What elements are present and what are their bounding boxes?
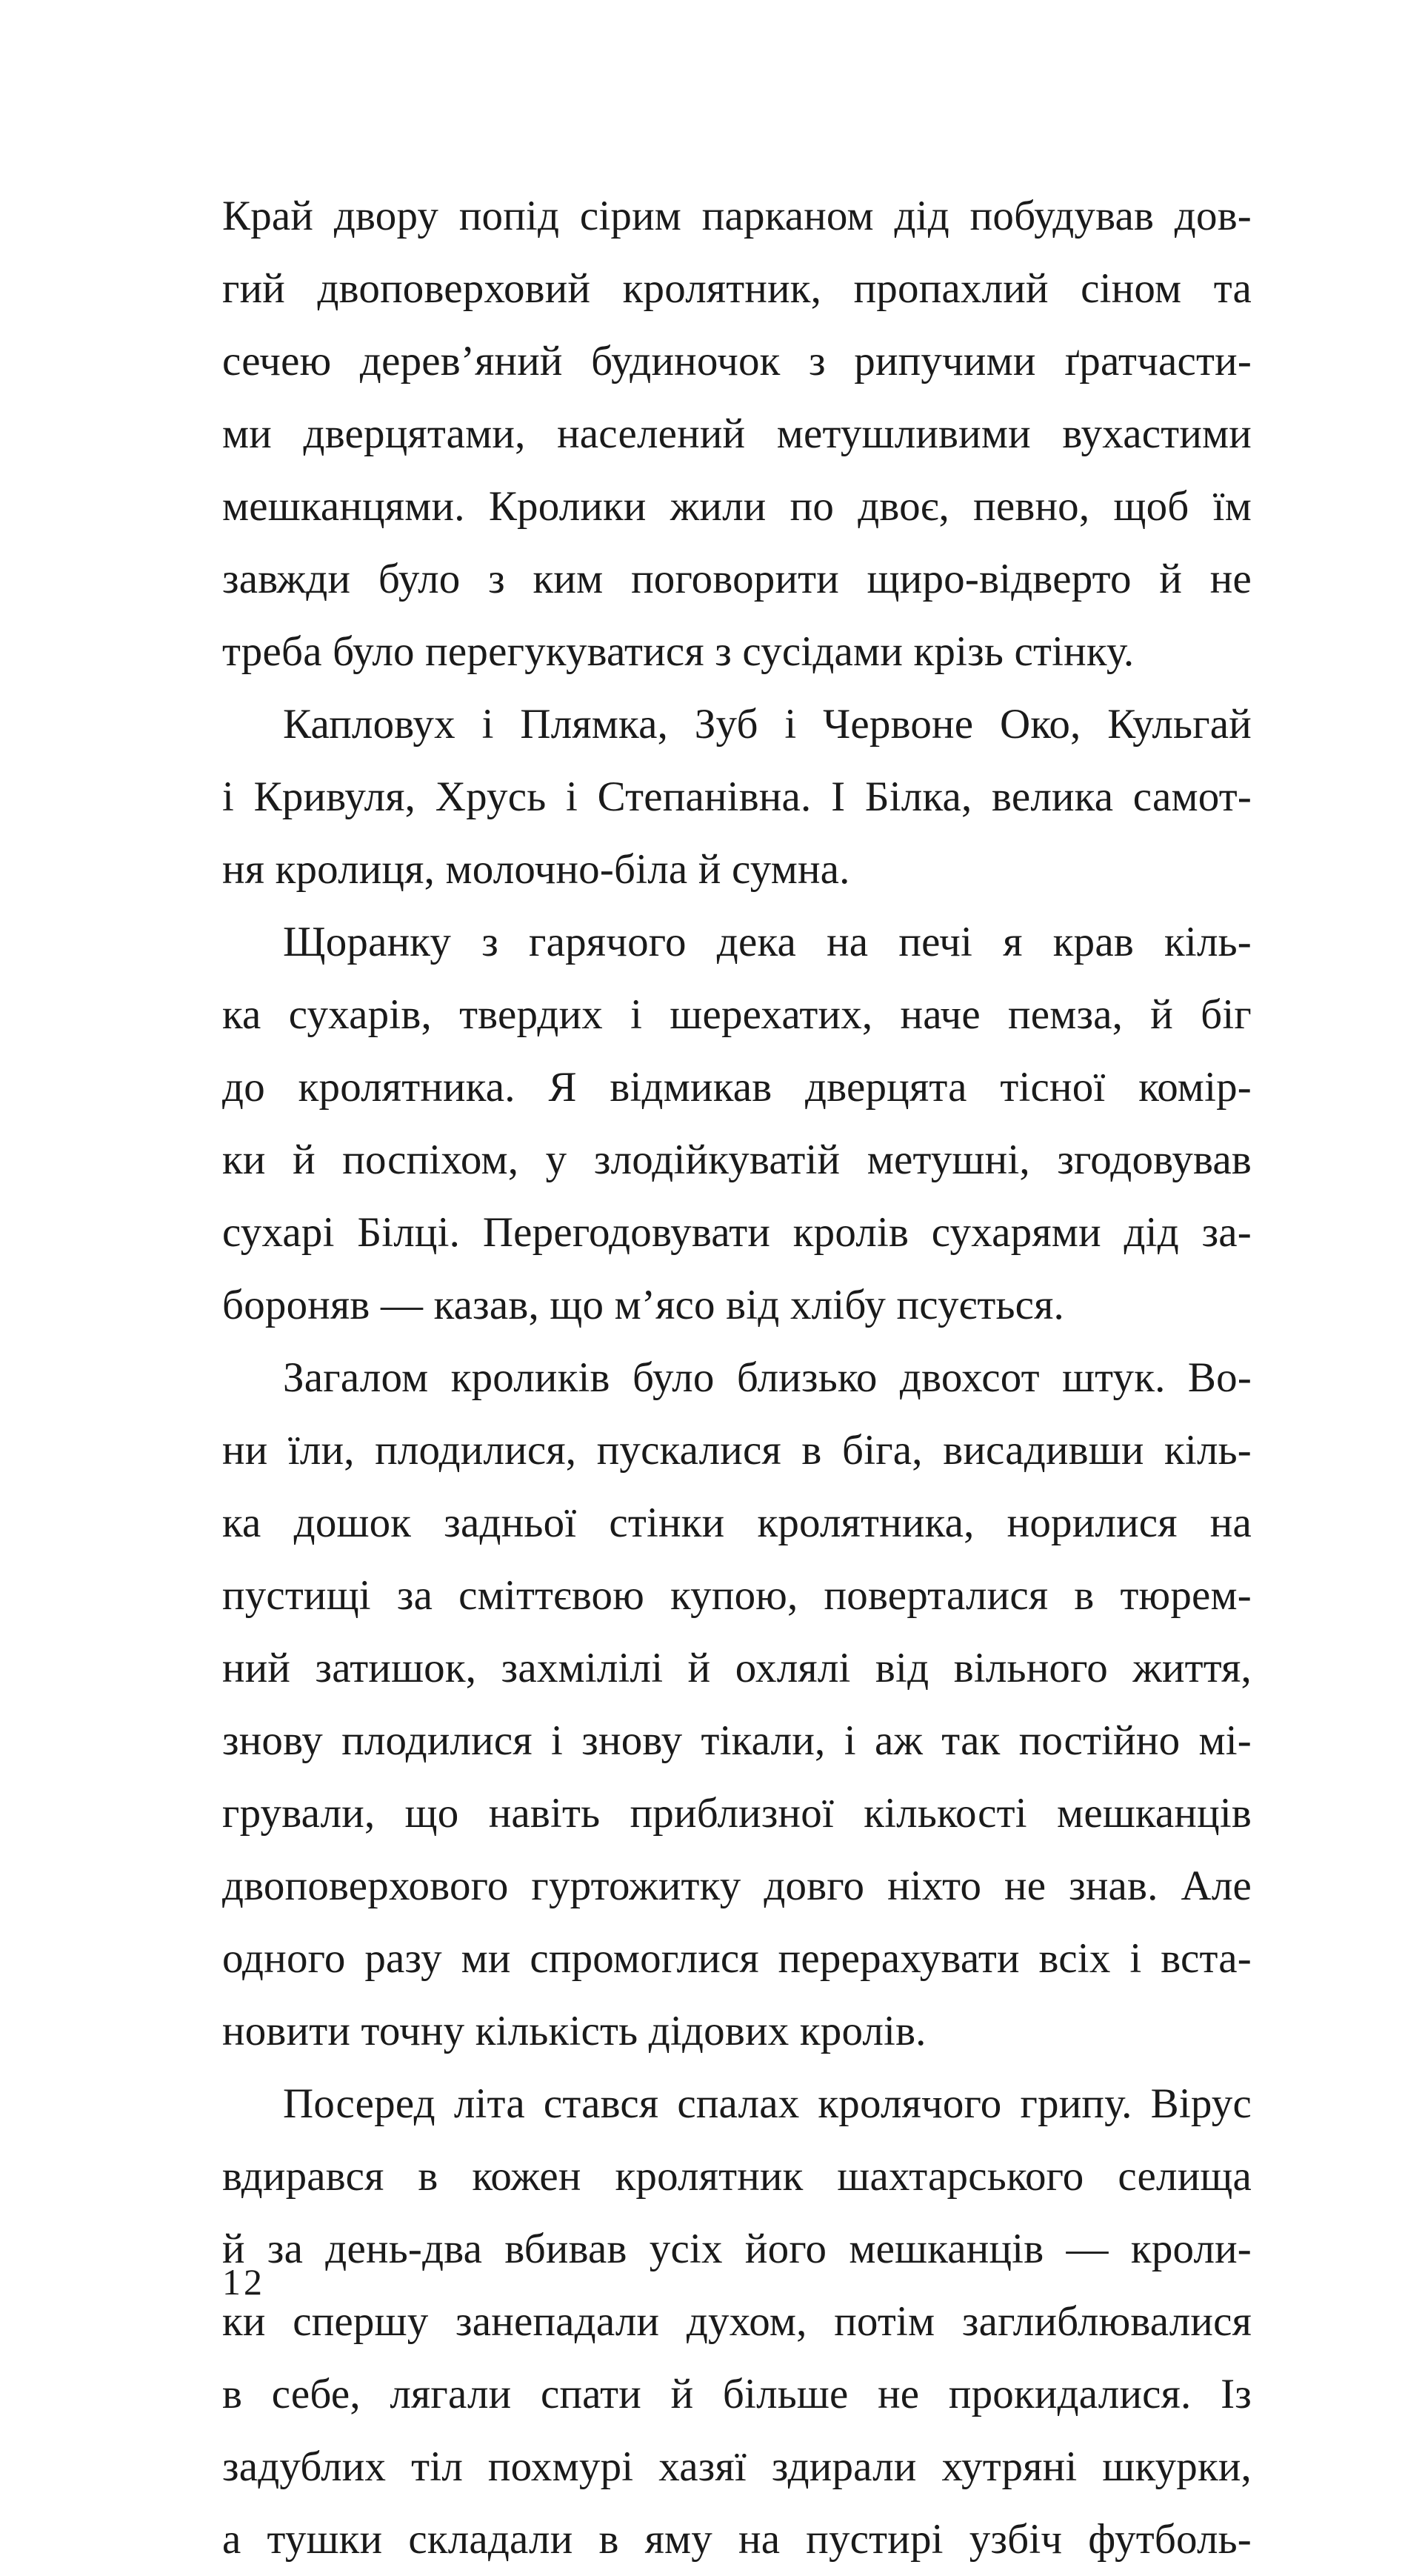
text-line: Край двору попід сірим парканом дід побудував дов-	[222, 193, 1252, 239]
text-line: бороняв — казав, що м’ясо від хлібу псується.	[222, 1282, 1065, 1328]
text-line: ки спершу занепадали духом, потім заглиблювалися	[222, 2298, 1252, 2345]
text-line: ка сухарів, твердих і шерехатих, наче пемза, й біг	[222, 991, 1252, 1038]
text-line: пустищі за сміттєвою купою, поверталися в тюрем-	[222, 1572, 1252, 1619]
paragraph-first-line: Посеред літа стався спалах кролячого грипу. Вірус	[283, 2080, 1252, 2127]
text-line: і Кривуля, Хрусь і Степанівна. І Білка, велика самот-	[222, 773, 1252, 820]
page-number: 12	[222, 2261, 265, 2303]
text-line: а тушки складали в яму на пустирі узбіч футболь-	[222, 2516, 1252, 2563]
text-line: ми дверцятами, населений метушливими вухастими	[222, 410, 1252, 457]
text-line: ня кролиця, молочно-біла й сумна.	[222, 846, 850, 893]
text-line: задублих тіл похмурі хазяї здирали хутряні шкурки,	[222, 2443, 1252, 2490]
text-line: ни їли, плодилися, пускалися в біга, висадивши кіль-	[222, 1427, 1252, 1474]
text-line: сухарі Білці. Перегодовувати кролів сухарями дід за-	[222, 1209, 1252, 1256]
text-line: знову плодилися і знову тікали, і аж так постійно мі-	[222, 1717, 1252, 1764]
text-line: грували, що навіть приблизної кількості мешканців	[222, 1790, 1252, 1837]
text-line: двоповерхового гуртожитку довго ніхто не знав. Але	[222, 1863, 1252, 1909]
paragraph-first-line: Капловух і Плямка, Зуб і Червоне Око, Кульгай	[283, 701, 1252, 748]
text-line: завжди було з ким поговорити щиро-відверто й не	[222, 556, 1252, 602]
body-text	[222, 180, 1252, 2576]
text-line: треба було перегукуватися з сусідами крізь стінку.	[222, 628, 1135, 675]
paragraph-first-line: Загалом кроликів було близько двохсот штук. Во-	[283, 1354, 1252, 1401]
text-line: ка дошок задньої стінки кролятника, норилися на	[222, 1500, 1252, 1546]
text-line: одного разу ми спромоглися перерахувати всіх і вста-	[222, 1935, 1252, 1982]
text-line: ний затишок, захмілілі й охлялі від вільного життя,	[222, 1645, 1252, 1691]
text-line: вдирався в кожен кролятник шахтарського селища	[222, 2153, 1252, 2200]
text-line: мешканцями. Кролики жили по двоє, певно, щоб їм	[222, 483, 1252, 530]
text-line: до кролятника. Я відмикав дверцята тісної комір-	[222, 1064, 1252, 1111]
text-line: й за день-два вбивав усіх його мешканців — кроли-	[222, 2226, 1252, 2272]
text-line: сечею дерев’яний будиночок з рипучими ґратчасти-	[222, 338, 1252, 385]
paragraph-first-line: Щоранку з гарячого дека на печі я крав кіль-	[283, 919, 1252, 965]
text-line: новити точну кількість дідових кролів.	[222, 2008, 927, 2054]
text-line: ки й поспіхом, у злодійкуватій метушні, згодовував	[222, 1136, 1252, 1183]
text-line: гий двоповерховий кролятник, пропахлий сіном та	[222, 265, 1252, 312]
text-line: в себе, лягали спати й більше не прокидалися. Із	[222, 2371, 1252, 2417]
